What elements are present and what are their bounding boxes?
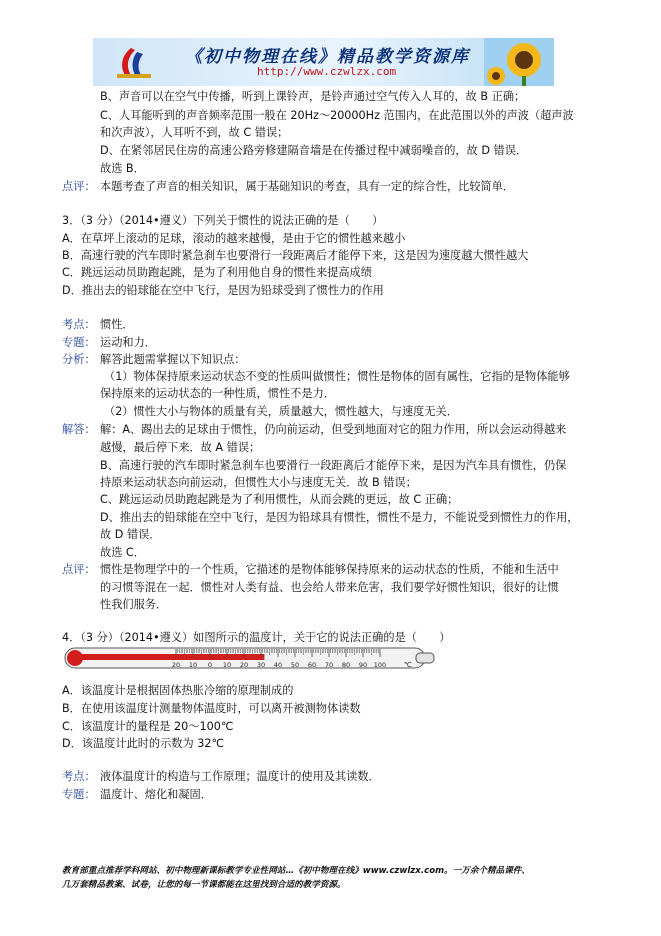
thermometer-tick-label: 40 [273,661,283,669]
thermometer-tick-label: 30 [256,661,266,669]
thermometer-tick-label: 20 [171,661,181,669]
q3-jieda-1: 解：A、踢出去的足球由于惯性，仍向前运动，但受到地面对它的阻力作用，所以会运动得越来 [100,423,567,436]
q3-jieda-6: D、推出去的铅球能在空中飞行，是因为铅球具有惯性，惯性不是力，不能说受到惯性力的作用， [100,511,579,524]
q3-jieda-4: 持原来运动状态向前运动，但惯性大小与速度无关．故 B 错误； [100,476,417,489]
thermometer-tick-label: 80 [341,661,351,669]
q3-jieda-8: 故选 C． [100,546,145,559]
q3-fenxi-2: 保持原来的运动状态的一种性质，惯性不是力． [100,387,335,400]
q3-zhuanti: 运动和力． [100,336,156,349]
thermometer-tick-label: 70 [324,661,334,669]
q3-option-c: C．跳远运动员助跑起跳，是为了利用他自身的惯性来提高成绩 [62,266,372,279]
q3-zhuanti-label: 专题： [62,336,96,349]
thermometer-tick-label: 100 [373,661,387,669]
q4-option-a: A．该温度计是根据固体热胀冷缩的原理制成的 [62,684,294,697]
q3-jieda-3: B、高速行驶的汽车即时紧急刹车也要滑行一段距离后才能停下来，是因为汽车具有惯性，仍保 [100,459,567,472]
prev-comment: 本题考查了声音的相关知识，属于基础知识的考查，具有一定的综合性，比较简单． [100,180,514,193]
thermometer-tick-label: 10 [222,661,232,669]
q3-fenxi-label: 分析： [62,353,96,366]
footer-line-2: 几万套精品教案、试卷，让您的每一节课都能在这里找到合适的教学资源。 [62,880,346,890]
thermometer-unit: ℃ [404,661,412,669]
q3-dianping-label: 点评： [62,563,96,576]
q3-kaodian: 惯性． [100,318,134,331]
q3-jieda-label: 解答： [62,423,96,436]
q4-zhuanti-label: 专题： [62,788,96,801]
banner-title: 《初中物理在线》精品教学资源库 [185,47,470,67]
q3-jieda-2: 越慢，最后停下来．故 A 错误； [100,441,261,454]
q3-kaodian-label: 考点： [62,318,96,331]
thermometer-tick-label: 90 [358,661,368,669]
q3-option-b: B．高速行驶的汽车即时紧急刹车也要滑行一段距离后才能停下来，这是因为速度越大惯性越大 [62,249,529,262]
q3-option-a: A．在草坪上滚动的足球，滚动的越来越慢，是由于它的惯性越来越小 [62,232,406,245]
q3-fenxi-3: （2）惯性大小与物体的质量有关，质量越大，惯性越大，与速度无关． [104,405,458,418]
q4-zhuanti: 温度计、熔化和凝固． [100,788,212,801]
banner-url[interactable]: http://www.czwlzx.com [257,65,397,78]
q3-jieda-7: 故 D 错误． [100,528,161,541]
thermometer-tick-label: 20 [239,661,249,669]
prev-option-c-explain-1: C、人耳能听到的声音频率范围一般在 20Hz～20000Hz 范围内，在此范围以外的声波（超声波 [100,109,574,122]
thermometer-figure [64,644,438,672]
thermometer-tick-label: 50 [290,661,300,669]
prev-option-c-explain-2: 和次声波），人耳听不到，故 C 错误； [100,126,289,139]
prev-comment-label: 点评： [62,180,96,193]
thermometer-tick-label: 10 [188,661,198,669]
q3-dianping-1: 惯性是物理学中的一个性质，它描述的是物体能够保持原来的运动状态的性质，不能和生活中 [100,563,559,576]
prev-option-d-explain: D、在紧邻居民住房的高速公路旁修建隔音墙是在传播过程中减弱噪音的，故 D 错误． [100,144,528,157]
site-logo-icon [113,44,153,82]
q3-stem: 3．（3 分）（2014•遵义）下列关于惯性的说法正确的是（ ） [62,214,384,227]
q4-option-d: D．该温度计此时的示数为 32℃ [62,737,225,750]
q4-option-c: C．该温度计的量程是 20～100℃ [62,720,234,733]
q4-kaodian: 液体温度计的构造与工作原理；温度计的使用及其读数． [100,770,380,783]
thermometer-tick-label: 0 [207,661,213,669]
thermometer-tick-label: 60 [307,661,317,669]
thermometer-end-cap [416,653,434,663]
sunflower-icon [484,38,554,86]
q4-option-b: B．在使用该温度计测量物体温度时，可以离开被测物体读数 [62,702,361,715]
header-banner [93,38,554,86]
footer-line-1: 教育部重点推荐学科网站、初中物理新课标教学专业性网站…《初中物理在线》www.czwlzx.com。一万余个精品课件、 [62,866,530,876]
thermometer-liquid [78,654,264,660]
q4-kaodian-label: 考点： [62,770,96,783]
q4-stem: 4．（3 分）（2014•遵义）如图所示的温度计，关于它的说法正确的是（ ） [62,631,451,644]
prev-option-b-explain: B、声音可以在空气中传播，听到上课铃声，是铃声通过空气传入人耳的，故 B 正确； [100,90,526,103]
page-footer [62,864,622,892]
q3-dianping-2: 的习惯等混在一起．惯性对人类有益、也会给人带来危害，我们要学好惯性知识，很好的让惯 [100,581,559,594]
q3-option-d: D．推出去的铅球能在空中飞行，是因为铅球受到了惯性力的作用 [62,284,384,297]
q3-fenxi-1: （1）物体保持原来运动状态不变的性质叫做惯性；惯性是物体的固有属性，它指的是物体能够 [104,370,570,383]
prev-choice: 故选 B． [100,162,145,175]
q3-fenxi-0: 解答此题需掌握以下知识点： [100,353,246,366]
q3-jieda-5: C、跳远运动员助跑起跳是为了利用惯性，从而会跳的更远，故 C 正确； [100,493,459,506]
q3-dianping-3: 性我们服务． [100,598,168,611]
